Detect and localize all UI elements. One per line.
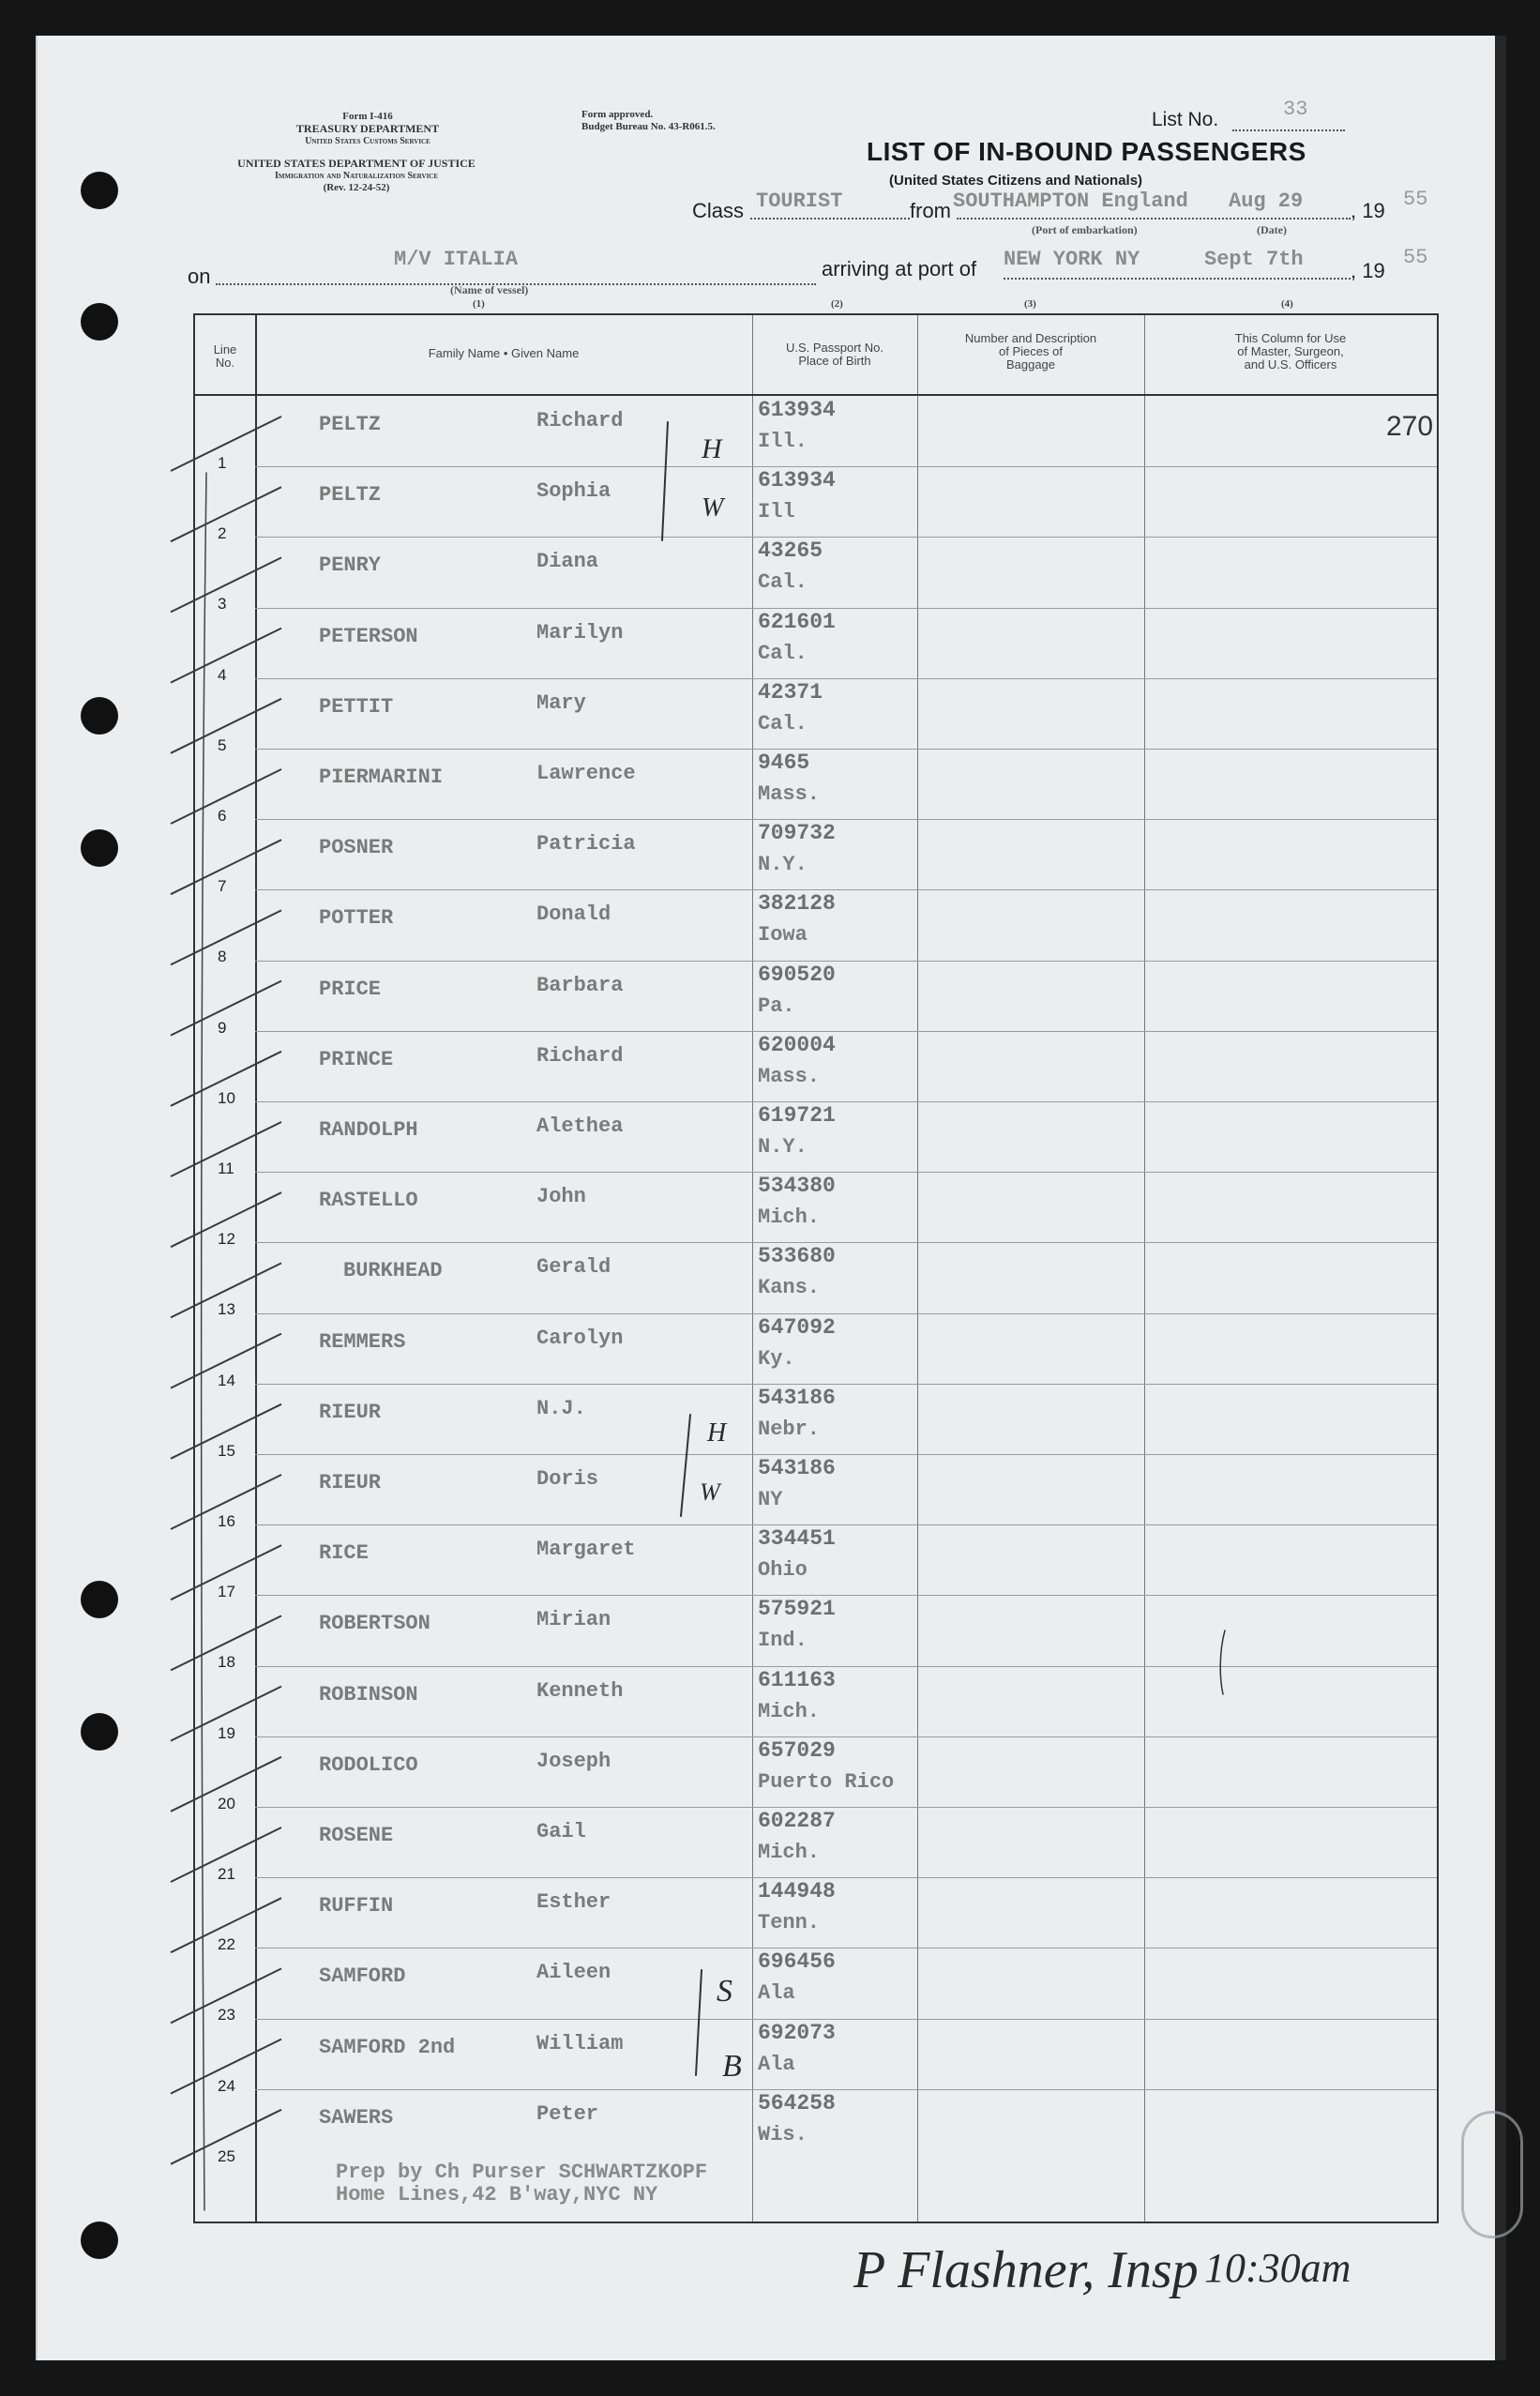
given-name: Mirian xyxy=(536,1608,611,1632)
family-name: POTTER xyxy=(319,906,394,931)
place-of-birth: Cal. xyxy=(758,711,808,735)
family-name: RICE xyxy=(319,1541,369,1566)
given-name: Joseph xyxy=(536,1749,611,1773)
place-of-birth: Mich. xyxy=(758,1841,821,1864)
head-officers: This Column for Use of Master, Surgeon, and U.S. Officers xyxy=(1234,331,1347,372)
wife-mark-2: W xyxy=(700,1479,720,1506)
line-number: 17 xyxy=(218,1583,235,1601)
given-name: Kenneth xyxy=(536,1678,624,1703)
place-of-birth: Tenn. xyxy=(758,1911,821,1935)
passport-number: 42371 xyxy=(758,679,823,705)
arrival-port: NEW YORK NY xyxy=(1004,248,1140,271)
family-name: REMMERS xyxy=(319,1329,406,1354)
justice-dept: UNITED STATES DEPARTMENT OF JUSTICE xyxy=(237,157,476,170)
line-number: 12 xyxy=(218,1230,235,1249)
customs-service: United States Customs Service xyxy=(305,136,430,146)
line-number: 3 xyxy=(218,595,227,614)
embarkation-port: SOUTHAMPTON England xyxy=(953,190,1188,213)
family-name: POSNER xyxy=(319,836,394,860)
family-name: ROBERTSON xyxy=(319,1612,430,1636)
treasury-dept: TREASURY DEPARTMENT xyxy=(295,122,440,135)
family-name: RUFFIN xyxy=(319,1894,394,1918)
family-name: RIEUR xyxy=(319,1400,382,1424)
page-title: LIST OF IN-BOUND PASSENGERS xyxy=(867,137,1306,166)
check-tick xyxy=(171,840,281,894)
check-tick xyxy=(171,417,281,471)
husband-mark: H xyxy=(702,433,722,464)
check-tick xyxy=(171,557,281,612)
given-name: N.J. xyxy=(536,1396,586,1420)
given-name: Peter xyxy=(536,2101,599,2126)
passport-number: 382128 xyxy=(758,891,836,917)
passport-number: 620004 xyxy=(758,1032,836,1057)
line-number: 19 xyxy=(218,1723,235,1742)
given-name: Esther xyxy=(536,1890,611,1915)
form-number: Form I-416 xyxy=(342,111,393,122)
passport-number: 602287 xyxy=(758,1809,836,1833)
passport-number: 613934 xyxy=(758,468,836,493)
check-tick xyxy=(171,1122,281,1176)
given-name: Margaret xyxy=(536,1538,636,1562)
wife-mark: W xyxy=(702,493,724,523)
line-number: 9 xyxy=(218,1018,227,1037)
class-value: TOURIST xyxy=(756,190,843,213)
passport-number: 611163 xyxy=(758,1667,836,1692)
family-name: PRINCE xyxy=(319,1047,394,1071)
line-number: 5 xyxy=(218,735,227,754)
place-of-birth: N.Y. xyxy=(758,1135,808,1159)
given-name: Gerald xyxy=(536,1255,611,1280)
given-name: Aileen xyxy=(536,1961,611,1985)
place-of-birth: Mich. xyxy=(758,1699,821,1723)
passport-number: 709732 xyxy=(758,821,836,846)
line-number: 2 xyxy=(218,524,227,543)
head-name: Family Name • Given Name xyxy=(428,346,580,360)
place-of-birth: NY xyxy=(758,1488,783,1511)
check-tick xyxy=(171,699,281,753)
line-number: 8 xyxy=(218,948,227,966)
given-name: William xyxy=(536,2031,624,2055)
passport-number: 657029 xyxy=(758,1737,836,1763)
line-number: 11 xyxy=(218,1160,234,1177)
check-tick xyxy=(171,2110,281,2164)
line-number: 24 xyxy=(218,2076,235,2095)
place-of-birth: N.Y. xyxy=(758,853,808,877)
family-name: SAWERS xyxy=(319,2105,394,2130)
place-of-birth: Ohio xyxy=(758,1558,808,1583)
given-name: Diana xyxy=(536,550,599,574)
check-tick xyxy=(171,769,281,824)
col-num-4: (4) xyxy=(1281,298,1293,310)
vessel-name: M/V ITALIA xyxy=(394,248,519,271)
place-of-birth: Cal. xyxy=(758,570,808,595)
b-mark: B xyxy=(722,2049,742,2084)
line-number: 18 xyxy=(218,1653,235,1672)
family-name: PELTZ xyxy=(319,413,382,436)
place-of-birth: Ala xyxy=(758,1981,795,2006)
passport-number: 9465 xyxy=(758,751,810,775)
given-name: Carolyn xyxy=(536,1326,624,1350)
customs-stamp xyxy=(1461,2111,1523,2238)
arrival-date: Sept 7th xyxy=(1204,248,1304,271)
check-tick xyxy=(171,629,281,683)
place-of-birth: Iowa xyxy=(758,923,808,948)
passport-number: 613934 xyxy=(758,398,836,422)
embarkation-date: Aug 29 xyxy=(1229,190,1304,213)
check-tick xyxy=(171,1263,281,1317)
family-name: RASTELLO xyxy=(319,1189,418,1213)
given-name: Barbara xyxy=(536,973,624,997)
place-of-birth: Ill xyxy=(758,500,795,524)
passport-number: 543186 xyxy=(758,1385,836,1410)
year-value: 55 xyxy=(1403,188,1428,211)
family-name: PETERSON xyxy=(319,624,418,648)
husband-mark-2: H xyxy=(707,1418,727,1448)
year-value-2: 55 xyxy=(1403,246,1428,269)
line-number: 15 xyxy=(218,1441,235,1460)
list-no-label: List No. xyxy=(1152,109,1219,130)
line-number: 1 xyxy=(218,454,227,472)
family-name: PELTZ xyxy=(319,483,382,508)
passport-number: 43265 xyxy=(758,538,823,564)
family-name: SAMFORD 2nd xyxy=(319,2035,456,2059)
place-of-birth: Mass. xyxy=(758,1064,821,1088)
check-tick xyxy=(171,2040,281,2094)
given-name: Patricia xyxy=(536,832,636,857)
check-tick xyxy=(171,1052,281,1106)
line-number: 16 xyxy=(218,1512,235,1530)
passport-number: 144948 xyxy=(758,1879,836,1904)
family-name: ROBINSON xyxy=(319,1682,418,1706)
place-of-birth: Ind. xyxy=(758,1629,808,1653)
family-name: RIEUR xyxy=(319,1471,382,1494)
line-number: 7 xyxy=(218,877,227,896)
vessel-caption: (Name of vessel) xyxy=(450,283,529,296)
line-number: 23 xyxy=(218,2006,235,2024)
class-label: Class xyxy=(692,199,745,222)
place-of-birth: Wis. xyxy=(758,2122,808,2146)
line-number: 13 xyxy=(218,1300,235,1319)
passport-number: 621601 xyxy=(758,609,836,634)
officer-note: 270 xyxy=(1386,411,1434,442)
family-name: RANDOLPH xyxy=(319,1118,418,1142)
given-name: Doris xyxy=(536,1467,599,1491)
arriving-label: arriving at port of xyxy=(822,257,977,281)
check-tick xyxy=(171,1404,281,1459)
col-num-3: (3) xyxy=(1024,298,1036,310)
place-of-birth: Puerto Rico xyxy=(758,1769,895,1794)
head-line-no: Line No. xyxy=(213,342,237,370)
check-tick xyxy=(171,1757,281,1812)
family-name: SAMFORD xyxy=(319,1964,406,1989)
check-tick xyxy=(171,1615,281,1670)
family-name: ROSENE xyxy=(319,1824,394,1847)
passport-number: 564258 xyxy=(758,2090,836,2115)
place-of-birth: Ky. xyxy=(758,1346,795,1371)
check-tick xyxy=(171,1687,281,1741)
check-tick xyxy=(171,1968,281,2023)
check-tick xyxy=(171,1475,281,1529)
year-prefix: , 19 xyxy=(1351,199,1385,222)
from-label: from xyxy=(910,199,951,222)
given-name: Richard xyxy=(536,1043,624,1068)
given-name: Donald xyxy=(536,902,611,927)
check-tick xyxy=(171,1334,281,1388)
inspector-signature: P Flashner, Insp xyxy=(853,2241,1199,2299)
budget-bureau: Budget Bureau No. 43-R061.5. xyxy=(581,121,716,132)
line-number: 6 xyxy=(218,807,227,825)
given-name: Alethea xyxy=(536,1115,624,1138)
place-of-birth: Kans. xyxy=(758,1276,821,1300)
ins-service: Immigration and Naturalization Service xyxy=(274,171,439,181)
place-of-birth: Ill. xyxy=(758,430,808,453)
passport-number: 533680 xyxy=(758,1244,836,1269)
passport-number: 575921 xyxy=(758,1597,836,1622)
line-number: 22 xyxy=(218,1935,235,1954)
form-approved: Form approved. xyxy=(581,109,654,120)
place-of-birth: Pa. xyxy=(758,993,795,1018)
passport-number: 696456 xyxy=(758,1949,836,1975)
on-label: on xyxy=(188,265,211,288)
given-name: John xyxy=(536,1185,586,1209)
line-number: 14 xyxy=(218,1371,235,1389)
passport-number: 692073 xyxy=(758,2020,836,2045)
check-tick xyxy=(171,1898,281,1952)
given-name: Lawrence xyxy=(536,762,636,785)
prep-line-2: Home Lines,42 B'way,NYC NY xyxy=(336,2183,658,2206)
passport-number: 334451 xyxy=(758,1526,836,1552)
family-name: PENRY xyxy=(319,554,382,578)
check-tick xyxy=(171,981,281,1036)
family-name: RODOLICO xyxy=(319,1752,418,1777)
place-of-birth: Ala xyxy=(758,2052,795,2076)
passport-number: 543186 xyxy=(758,1456,836,1480)
given-name: Mary xyxy=(536,690,586,715)
line-number: 25 xyxy=(218,2146,235,2165)
given-name: Richard xyxy=(536,409,624,432)
signature-time: 10:30am xyxy=(1204,2245,1351,2291)
line-number: 10 xyxy=(218,1088,235,1107)
family-name: PIERMARINI xyxy=(319,766,444,789)
family-name: BURKHEAD xyxy=(343,1259,443,1283)
check-tick xyxy=(171,1827,281,1882)
col-num-1: (1) xyxy=(473,298,485,310)
col-num-2: (2) xyxy=(831,298,843,310)
head-baggage: Number and Description of Pieces of Baggage xyxy=(964,331,1097,372)
passport-number: 534380 xyxy=(758,1174,836,1199)
place-of-birth: Cal. xyxy=(758,641,808,665)
year-prefix-2: , 19 xyxy=(1351,259,1385,282)
date-caption: (Date) xyxy=(1257,223,1287,236)
check-tick xyxy=(171,910,281,964)
revision: (Rev. 12-24-52) xyxy=(323,182,390,193)
line-number: 20 xyxy=(218,1794,235,1812)
head-passport: U.S. Passport No. Place of Birth xyxy=(785,341,884,368)
place-of-birth: Nebr. xyxy=(758,1417,821,1441)
port-embark-caption: (Port of embarkation) xyxy=(1032,223,1138,236)
line-number: 4 xyxy=(218,665,227,684)
passport-number: 690520 xyxy=(758,962,836,987)
family-name: PRICE xyxy=(319,977,382,1001)
given-name: Gail xyxy=(536,1820,586,1843)
place-of-birth: Mass. xyxy=(758,782,821,806)
given-name: Sophia xyxy=(536,479,611,504)
line-number: 21 xyxy=(218,1865,235,1883)
family-name: PETTIT xyxy=(319,694,394,719)
passport-number: 647092 xyxy=(758,1314,836,1340)
passport-number: 619721 xyxy=(758,1103,836,1128)
list-no-value: 33 xyxy=(1283,98,1308,121)
given-name: Marilyn xyxy=(536,620,624,644)
page-subtitle: (United States Citizens and Nationals) xyxy=(889,173,1143,189)
check-tick xyxy=(171,487,281,541)
son-mark: S xyxy=(717,1974,732,2009)
check-tick xyxy=(171,1192,281,1247)
prep-line-1: Prep by Ch Purser SCHWARTZKOPF xyxy=(336,2161,708,2184)
check-tick xyxy=(171,1545,281,1600)
place-of-birth: Mich. xyxy=(758,1206,821,1230)
